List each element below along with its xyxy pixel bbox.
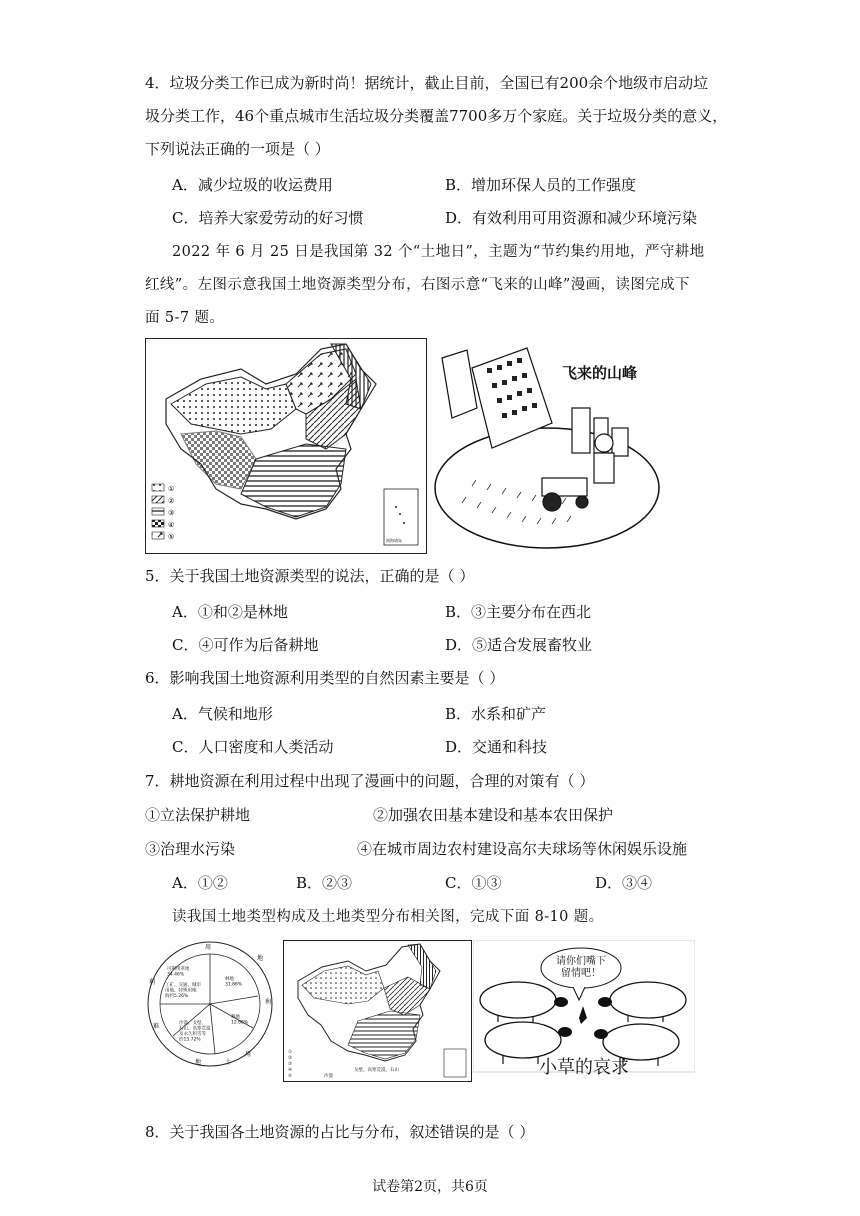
q4-stem-line-1: 4．垃圾分类工作已成为新时尚！据统计，截止目前，全国已有200余个地级市启动垃 (145, 74, 709, 92)
q5-option-a[interactable]: A．①和②是林地 (172, 603, 288, 621)
land-composition-pie (145, 938, 275, 1070)
legend-4: ④ (168, 521, 175, 529)
q5-option-c[interactable]: C．④可作为后备耕地 (172, 636, 319, 654)
pie-outer-5: 土 (225, 1059, 232, 1066)
intro-5-7-line-3: 面 5-7 题。 (145, 310, 225, 326)
speech-bubble: 请你们嘴下留情吧！ (556, 956, 606, 979)
china-land-map-svg (146, 339, 426, 553)
page-footer: 试卷第2页，共6页 (372, 1179, 488, 1195)
intro-5-7-line-1: 2022 年 6 月 25 日是我国第 32 个“土地日”，主题为“节约集约用地，严守耕地 (172, 244, 705, 260)
south-sea-inset (384, 489, 418, 545)
map2-legend-2: ② (288, 1056, 293, 1061)
pie-farm-label: 耕地 12.68% (231, 1015, 249, 1026)
q7-item-3: ③治理水污染 (145, 840, 236, 858)
q4-option-a[interactable]: A．减少垃圾的收运费用 (172, 176, 333, 194)
pie-outer-8: 利 (149, 979, 156, 986)
q5-stem: 5．关于我国土地资源类型的说法，正确的是（ ） (145, 567, 475, 585)
legend-5: ⑤ (168, 533, 175, 541)
pie-outer-1: 用 (205, 944, 212, 951)
q6-stem: 6．影响我国土地资源利用类型的自然因素主要是（ ） (145, 669, 505, 687)
pie-outer-3: 利 (265, 999, 272, 1006)
q7-item-2: ②加强农田基本建设和基本农田保护 (373, 806, 614, 824)
q7-option-d[interactable]: D．③④ (595, 874, 653, 892)
q7-item-4: ④在城市周边农村建设高尔夫球场等休闲娱乐设施 (357, 840, 688, 858)
intro-5-7-line-2: 红线”。左图示意我国土地资源类型分布，右图示意“飞来的山峰”漫画，读图完成下 (145, 277, 690, 293)
inset-label: 南海诸岛 (386, 538, 402, 543)
pie-outer-7: 难 (153, 1023, 160, 1030)
q7-item-1: ①立法保护耕地 (145, 806, 251, 824)
map2-legend-5: ⑤ (288, 1074, 293, 1079)
pie-build-label: 工矿、交通、城市用地、特殊用地海约5.26% (165, 983, 201, 999)
q6-option-d[interactable]: D．交通和科技 (445, 738, 548, 756)
land-distribution-map (283, 940, 472, 1082)
flying-mountain-cartoon (432, 338, 662, 552)
q8-stem: 8．关于我国各土地资源的占比与分布，叙述错误的是（ ） (145, 1123, 535, 1141)
intro-8-10: 读我国土地类型构成及土地类型分布相关图，完成下面 8-10 题。 (172, 909, 604, 925)
q5-option-d[interactable]: D．⑤适合发展畜牧业 (445, 636, 593, 654)
legend-2: ② (168, 497, 175, 505)
pie-outer-2: 地 (257, 955, 264, 962)
q6-option-c[interactable]: C．人口密度和人类活动 (172, 738, 334, 756)
q7-stem: 7．耕地资源在利用过程中出现了漫画中的问题，合理的对策有（ ） (145, 772, 595, 790)
grass-plea-cartoon (473, 940, 695, 1080)
land-type-map (145, 338, 427, 554)
legend-1: ① (168, 485, 175, 493)
q4-option-b[interactable]: B．增加环保人员的工作强度 (445, 176, 637, 194)
map2-note: 戈壁、高寒荒漠、石山 (354, 1068, 399, 1073)
q4-option-c[interactable]: C．培养大家爱劳动的好习惯 (172, 209, 364, 227)
q4-option-d[interactable]: D．有效利用可用资源和减少环境污染 (445, 209, 698, 227)
cartoon2-caption: 小草的哀求 (539, 1057, 629, 1078)
pie-forest-label: 林地 31.86% (225, 977, 243, 988)
map2-legend-3: ③ (288, 1062, 293, 1067)
q5-option-b[interactable]: B．③主要分布在西北 (445, 603, 592, 621)
pie-grass-label: 可利用草地 34.46% (167, 967, 190, 978)
pie-outer-4: 用 (245, 1051, 252, 1058)
pie-desert-label: 沙漠、戈壁、石山、高寒荒漠及永久积雪等约15.72% (179, 1021, 211, 1043)
pie-outer-6: 地 (195, 1059, 202, 1066)
q7-option-a[interactable]: A．①② (172, 874, 228, 892)
map2-legend-1: ① (288, 1050, 293, 1055)
cartoon-title: 飞来的山峰 (562, 364, 638, 382)
map2-legend-desert: 沙漠 (324, 1074, 333, 1079)
q6-option-a[interactable]: A．气候和地形 (172, 705, 273, 723)
map2-legend-4: ④ (288, 1068, 293, 1073)
map-legend (152, 484, 174, 541)
q7-option-c[interactable]: C．①③ (445, 874, 502, 892)
legend-3: ③ (168, 509, 175, 517)
q4-stem-line-2: 圾分类工作，46个重点城市生活垃圾分类覆盖7700多万个家庭。关于垃圾分类的意义， (145, 107, 728, 125)
q4-stem-line-3: 下列说法正确的一项是（ ） (145, 140, 330, 158)
q7-option-b[interactable]: B．②③ (296, 874, 353, 892)
q6-option-b[interactable]: B．水系和矿产 (445, 705, 547, 723)
